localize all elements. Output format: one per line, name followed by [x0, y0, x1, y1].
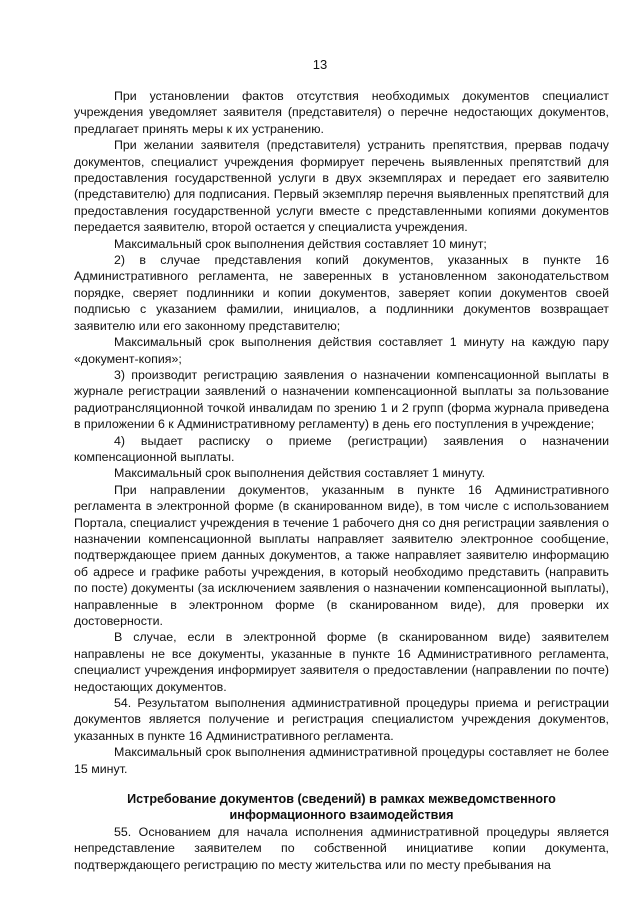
section-spacer	[74, 777, 609, 791]
paragraph: В случае, если в электронной форме (в сканированном виде) заявителем направлены не все документы, указанные в пункте 16 Административного регламента, специалист учреждения информирует заявителя о предоставлении (направлении по почте) недостающих документов.	[74, 630, 609, 694]
paragraph: 2) в случае представления копий документов, указанных в пункте 16 Административного регламента, не заверенных в установленном законодательством порядке, сверяет подлинники и копии документов, заверяет копии документов своей подписью с указанием фамилии, инициалов, а подлинники документов возвращает заявителю или его законному представителю;	[74, 253, 609, 333]
paragraph: Максимальный срок выполнения действия составляет 1 минуту.	[114, 466, 486, 481]
document-body	[74, 88, 609, 873]
section-heading: Истребование документов (сведений) в рамках межведомственного информационного взаимодействия	[127, 792, 556, 823]
paragraph: При направлении документов, указанным в пункте 16 Административного регламента в электронной форме (в сканированном виде), в том числе с использованием Портала, специалист учреждения в течение 1 рабочего дня со дня регистрации заявления о назначении компенсационной выплаты направляет заявителю электронное сообщение, подтверждающее прием данных документов, а также направляет заявителю информацию об адресе и графике работы учреждения, в который необходимо представить (направить по посте) документы (за исключением заявления о назначении компенсационной выплаты), направленные в электронном форме (в сканированном виде), для проверки их достоверности.	[74, 482, 609, 628]
paragraph: При желании заявителя (представителя) устранить препятствия, прервав подачу документов, специалист учреждения формирует перечень выявленных препятствий для предоставления государственной услуги в двух экземплярах и передает его заявителю (представителю) для подписания. Первый экземпляр перечня выявленных препятствий для предоставления государственной услуги вместе с представленными копиями документов передается заявителю, второй остается у специалиста учреждения.	[74, 138, 609, 235]
paragraph: Максимальный срок выполнения действия составляет 1 минуту на каждую пару «документ-копия»;	[74, 335, 609, 366]
paragraph: Максимальный срок выполнения действия составляет 10 минут;	[114, 236, 487, 251]
paragraph: При установлении фактов отсутствия необходимых документов специалист учреждения уведомляет заявителя (представителя) о перечне недостающих документов, предлагает принять меры к их устранению.	[74, 89, 609, 136]
paragraph: 55. Основанием для начала исполнения административной процедуры является непредставление заявителем по собственной инициативе копии документа, подтверждающего регистрацию по месту жительства или по месту пребывания на	[74, 824, 609, 872]
paragraph: Максимальный срок выполнения административной процедуры составляет не более 15 минут.	[74, 745, 609, 776]
paragraph: 54. Результатом выполнения административной процедуры приема и регистрации документов является получение и регистрация специалистом учреждения документов, указанных в пункте 16 Административного регламента.	[74, 696, 609, 743]
page-number: 13	[312, 57, 328, 72]
paragraph: 3) производит регистрацию заявления о назначении компенсационной выплаты в журнале регистрации заявлений о назначении компенсационной выплаты за пользование радиотрансляционной точкой инвалидам по зрению 1 и 2 групп (форма журнала приведена в приложении 6 к Административному регламенту) в день его поступления в учреждение;	[74, 367, 609, 432]
paragraph: 4) выдает расписку о приеме (регистрации) заявления о назначении компенсационной выплаты.	[74, 433, 609, 464]
